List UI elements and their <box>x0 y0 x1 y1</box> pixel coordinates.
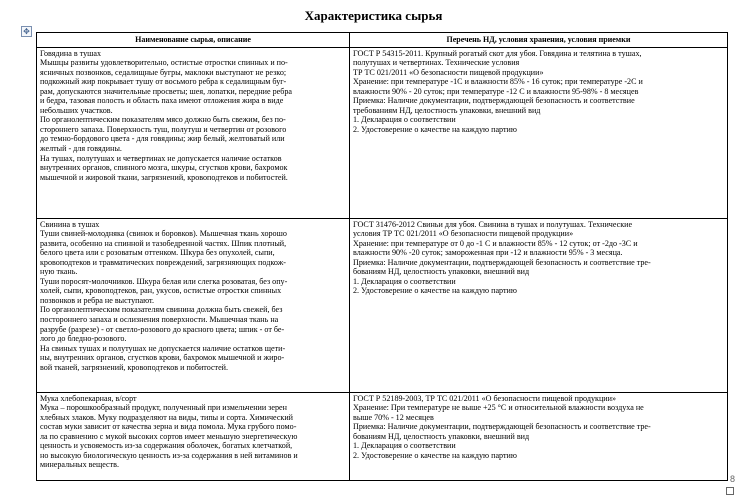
text-line: ТР ТС 021/2011 «О безопасности пищевой продукции» <box>353 67 544 77</box>
text-line: ны, внутренних органов, сгустков крови, бахромок мышечной и жиро- <box>40 353 285 363</box>
text-line: рам, допускаются значительные просветы; шея, лопатки, передние ребра <box>40 86 293 96</box>
text-line: 2. Удостоверение о качестве на каждую партию <box>353 450 517 460</box>
text-line: состав муки зависит от качества зерна и вида помола. Мука грубого помо- <box>40 422 297 432</box>
text-line: бованиям НД, целостность упаковки, внешний вид <box>353 431 530 441</box>
text-line: влажности 90% - 20 суток; при температуре -12 С и влажности 95-98% - 8 месяцев <box>353 86 639 96</box>
raw-material-description-cell[interactable] <box>37 218 350 392</box>
table-resize-handle[interactable] <box>726 487 734 495</box>
table-row <box>37 218 728 392</box>
text-line: условия ТР ТС 021/2011 «О безопасности пищевой продукции» <box>353 229 574 239</box>
text-line: Говядина в тушах <box>40 48 102 58</box>
regulation-cell[interactable] <box>350 47 728 218</box>
text-line: ГОСТ Р 52189-2003, ТР ТС 021/2011 «О безопасности пищевой продукции» <box>353 393 616 403</box>
text-line: 1. Декларация о соответствии <box>353 276 456 286</box>
text-line: выше 70% - 12 месяцев <box>353 412 434 422</box>
text-line: ла по сравнению с мукой высоких сортов имеет меньшую энергетическую <box>40 431 298 441</box>
text-line: Хранение: При температуре не выше +25 °С и относительной влажности воздуха не <box>353 403 644 413</box>
text-line: На свиных тушах и полутушах не допускается наличие остатков щети- <box>40 343 286 353</box>
text-line: Мука хлебопекарная, в/сорт <box>40 393 137 403</box>
table-move-handle-icon[interactable]: ✥ <box>21 26 32 37</box>
text-line: лого до бледно-розового. <box>40 334 127 344</box>
text-line: бованиям НД, целостность упаковки, внешний вид <box>353 267 530 277</box>
text-line: белого цвета или с розоватым оттенком. Шкура без опухолей, сыпи, <box>40 248 275 258</box>
text-line: разрубе (разрезе) - от светло-розового до красного цвета; шпик - от бе- <box>40 324 285 334</box>
text-line: внутренних органов, спинного мозга, шкуры, сгустков крови, бахромок <box>40 163 288 173</box>
text-line: ГОСТ Р 54315-2011. Крупный рогатый скот для убоя. Говядина и телятина в тушах, <box>353 48 642 58</box>
text-line: Приемка: Наличие документации, подтверждающей безопасность и соответствие тре- <box>353 257 651 267</box>
text-line: На тушах, полутушах и четвертинах не допускается наличие остатков <box>40 153 282 163</box>
text-line: постороннего запаха и ослизнения поверхности. Мышечная ткань на <box>40 315 279 325</box>
regulation-cell[interactable] <box>350 218 728 392</box>
text-line: требованиям НД, целостность упаковки, внешний вид <box>353 105 541 115</box>
text-line: 2. Удостоверение о качестве на каждую партию <box>353 286 517 296</box>
text-line: ГОСТ 31476-2012 Свиньи для убоя. Свинина в тушах и полутушах. Технические <box>353 219 633 229</box>
text-line: влажности 90% -20 суток; замороженная при -12 и влажности 95% - 3 месяца. <box>353 248 623 258</box>
text-line: развита, особенно на спинной и тазобедренной частях. Шпик плотный, <box>40 238 287 248</box>
text-line: подкожный жир покрывает тушу от восьмого ребра к седалищным буг- <box>40 77 287 87</box>
text-line: Туши свиней-молодняка (свинок и боровков). Мышечная ткань хорошо <box>40 229 287 239</box>
text-line: Свинина в тушах <box>40 219 100 229</box>
regulation-cell[interactable] <box>350 392 728 480</box>
text-line: мышечной и жировой ткани, загрязнений, кровоподтеков и побитостей. <box>40 172 288 182</box>
text-line: 1. Декларация о соответствии <box>353 115 456 125</box>
raw-material-table <box>36 32 728 481</box>
text-line: ясничных позвонков, седалищные бугры, маклоки выступают не резко; <box>40 67 287 77</box>
text-line: позвонков и ребра не выступают. <box>40 295 154 305</box>
text-line: хлебных злаков. Муку подразделяют на виды, типы и сорта. Химический <box>40 412 294 422</box>
table-row <box>37 47 728 218</box>
text-line: Мука – порошкообразный продукт, полученный при измельчении зерен <box>40 403 287 413</box>
text-line: стороннего запаха. Поверхность туш, полутуш и четвертин от розового <box>40 124 287 134</box>
text-line: минеральных веществ. <box>40 460 120 470</box>
text-line: По органолептическим показателям мясо должно быть свежим, без по- <box>40 115 286 125</box>
page-number: 8 <box>729 474 735 484</box>
text-line: ценность и усвояемость из-за содержания оболочек, богатых клетчаткой, <box>40 441 293 451</box>
header-regulations: Перечень НД, условия хранения, условия приемки <box>350 33 728 48</box>
text-line: но высокую биологическую ценность из-за содержания в ней витаминов и <box>40 450 298 460</box>
text-line: 2. Удостоверение о качестве на каждую партию <box>353 124 517 134</box>
text-line: 1. Декларация о соответствии <box>353 441 456 451</box>
text-line: полутушах и четвертинах. Технические условия <box>353 58 520 68</box>
text-line: вой тканей, загрязнений, кровоподтеков и побитостей. <box>40 362 229 372</box>
page-title: Характеристика сырья <box>304 8 443 23</box>
text-line: небольших участков. <box>40 105 113 115</box>
raw-material-description-cell[interactable] <box>37 392 350 480</box>
text-line: Хранение: при температуре -1С и влажности 85% - 16 суток; при температуре -2С и <box>353 77 643 87</box>
text-line: ную ткань. <box>40 267 78 277</box>
table-row <box>37 392 728 480</box>
text-line: Туши поросят-молочников. Шкура белая или слегка розоватая, без опу- <box>40 276 288 286</box>
text-line: Мышцы развиты удовлетворительно, остистые отростки спинных и по- <box>40 58 288 68</box>
text-line: холей, сыпи, кровоподтеков, ран, укусов, остистые отростки спинных <box>40 286 282 296</box>
text-line: Хранение: при температуре от 0 до -1 С и влажности 85% - 12 суток; от -2до -3С и <box>353 238 638 248</box>
text-line: По органолептическим показателям свинина должна быть свежей, без <box>40 305 283 315</box>
header-name-description: Наименование сырья, описание <box>37 33 350 48</box>
text-line: до темно-бордового цвета - для говядины; жир белый, желтоватый или <box>40 134 285 144</box>
text-line: желтый - для говядины. <box>40 144 122 154</box>
text-line: кровоподтеков и травматических повреждений, загрязняющих подкож- <box>40 257 286 267</box>
raw-material-description-cell[interactable] <box>37 47 350 218</box>
text-line: и бедра, тазовая полость и область паха имеют отложения жира в виде <box>40 96 284 106</box>
text-line: Приемка: Наличие документации, подтверждающей безопасность и соответствие тре- <box>353 422 651 432</box>
text-line: Приемка: Наличие документации, подтверждающей безопасность и соответствие <box>353 96 635 106</box>
table-header-row <box>37 33 728 48</box>
